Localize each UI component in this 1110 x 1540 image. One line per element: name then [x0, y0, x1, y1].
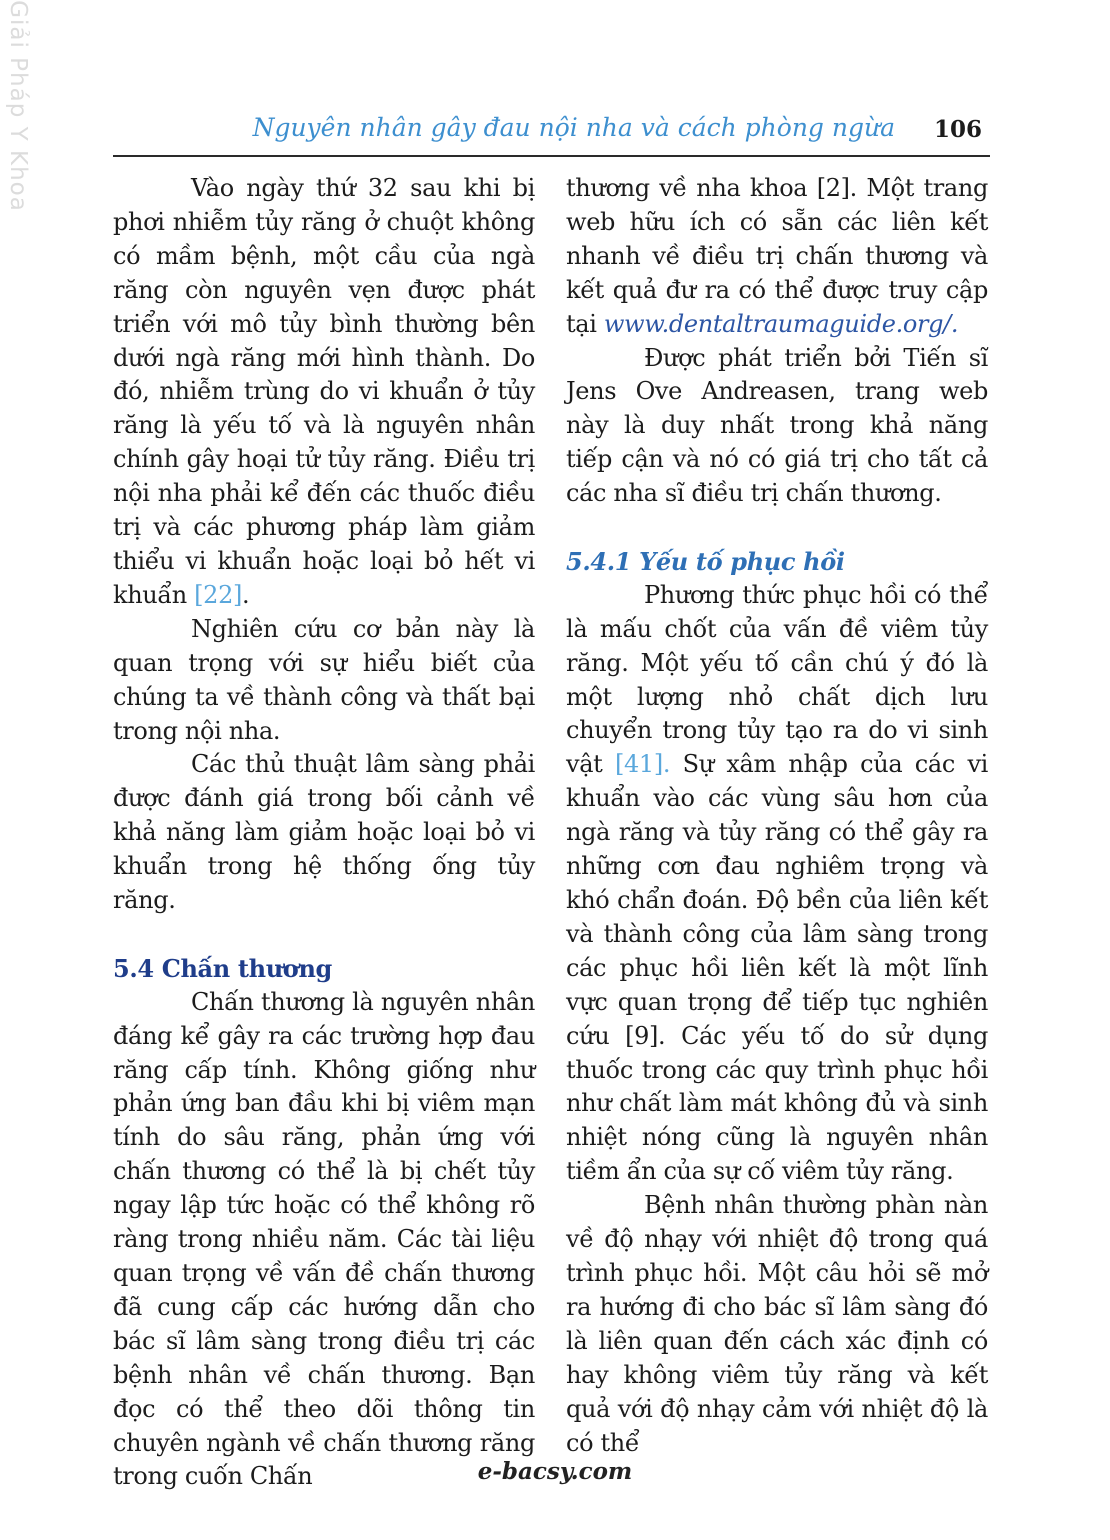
- paragraph-text: thương về nha khoa [2]. Một trang web hữu ích có sẵn các liên kết nhanh về điều trị chấn thương và kết quả đư ra có thể được truy cập tại: [566, 174, 988, 338]
- paragraph-germ-free-study: [113, 172, 535, 613]
- paragraph-trauma: Chấn thương là nguyên nhân đáng kể gây ra các trường hợp đau răng cấp tính. Không giống như phản ứng ban đầu khi bị viêm mạn tính do sâu răng, phản ứng với chấn thương có thể là bị chết tủy ngay lập tức hoặc có thể không rõ ràng trong nhiều năm. Các tài liệu quan trọng về vấn đề chấn thương đã cung cấp các hướng dẫn cho bác sĩ lâm sàng trong điều trị các bệnh nhân về chấn thương. Bạn đọc có thể theo dõi thông tin chuyên ngành về chấn thương răng trong cuốn Chấn: [113, 987, 535, 1491]
- right-column: [566, 172, 988, 1460]
- subsection-heading: 5.4.1 Yếu tố phục hồi: [566, 546, 845, 576]
- website-link[interactable]: www.dentaltraumaguide.org/.: [603, 309, 959, 338]
- paragraph-end: .: [242, 580, 250, 609]
- header-rule: [113, 155, 990, 157]
- side-watermark: Giải Pháp Y Khoa: [5, 0, 31, 212]
- section-heading: 5.4 Chấn thương: [113, 953, 332, 983]
- citation-link[interactable]: [22]: [194, 580, 243, 609]
- page-number: 106: [933, 116, 982, 143]
- left-column: [113, 172, 535, 1494]
- running-title: Nguyên nhân gây đau nội nha và cách phòng ngừa: [252, 113, 895, 142]
- paragraph-text: Vào ngày thứ 32 sau khi bị phơi nhiễm tủy răng ở chuột không có mầm bệnh, một cầu của ngà răng còn nguyên vẹn được phát triển với mô tủy bình thường bên dưới ngà răng mới hình thành. Do đó, nhiễm trùng do vi khuẩn ở tủy răng là yếu tố và là nguyên nhân chính gây hoại tử tủy răng. Điều trị nội nha phải kể đến các thuốc điều trị và các phương pháp làm giảm thiểu vi khuẩn hoặc loại bỏ hết vi khuẩn: [113, 174, 535, 609]
- footer-site: e-bacsy.com: [477, 1458, 633, 1485]
- paragraph-text: Sự xâm nhập của các vi khuẩn vào các vùng sâu hơn của ngà răng và tủy răng có thể gây ra những cơn đau nghiêm trọng và khó chẩn đoán. Độ bền của liên kết và thành công của lâm sàng trong các phục hồi liên kết là một lĩnh vực quan trọng để tiếp tục nghiên cứu [9]. Các yếu tố do sử dụng thuốc trong các quy trình phục hồi như chất làm mát không đủ và sinh nhiệt nóng cũng là nguyên nhân tiềm ẩn của sự cố viêm tủy răng.: [566, 750, 988, 1186]
- paragraph-restorative-factors: [566, 579, 988, 1189]
- running-header: [115, 110, 990, 152]
- paragraph-clinical-procedures: Các thủ thuật lâm sàng phải được đánh giá trong bối cảnh về khả năng làm giảm hoặc loại bỏ vi khuẩn trong hệ thống ống tủy răng.: [113, 750, 535, 915]
- paragraph-trauma-continued: [566, 172, 988, 342]
- citation-link[interactable]: [41].: [614, 750, 671, 779]
- paragraph-andreasen: Được phát triển bởi Tiến sĩ Jens Ove Andreasen, trang web này là duy nhất trong khả năng tiếp cận và nó có giá trị cho tất cả các nha sĩ điều trị chấn thương.: [566, 343, 988, 508]
- paragraph-basic-research: Nghiên cứu cơ bản này là quan trọng với sự hiểu biết của chúng ta về thành công và thất bại trong nội nha.: [113, 614, 535, 745]
- paragraph-text: Phương thức phục hồi có thể là mấu chốt của vấn đề viêm tủy răng. Một yếu tố cần chú ý đó là một lượng nhỏ chất dịch lưu chuyển trong tủy tạo ra do vi sinh vật: [566, 580, 988, 779]
- paragraph-sensitivity: Bệnh nhân thường phàn nàn về độ nhạy với nhiệt độ trong quá trình phục hồi. Một câu hỏi sẽ mở ra hướng đi cho bác sĩ lâm sàng đó là liên quan đến cách xác định có hay không viêm tủy răng và kết quả với độ nhạy cảm với nhiệt độ là có thể: [566, 1191, 988, 1457]
